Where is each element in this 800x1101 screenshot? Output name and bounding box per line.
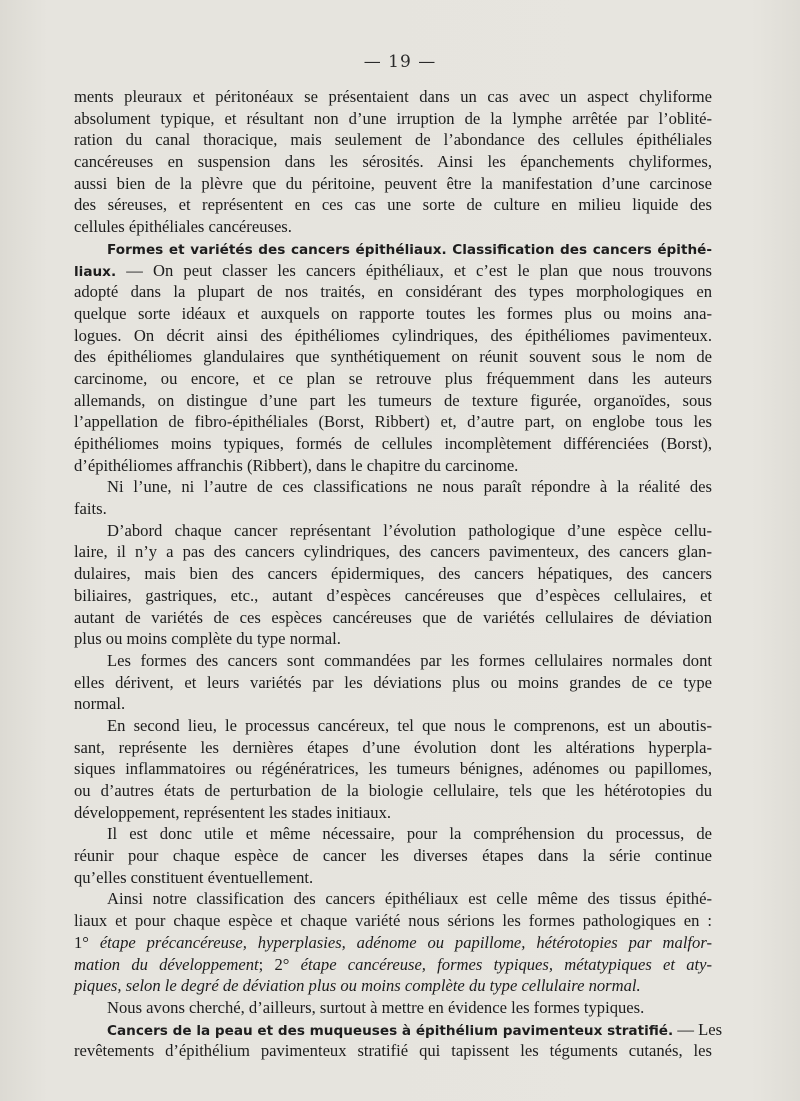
text-line [74,585,712,607]
line-text: ou d’autres états de perturbation de la biologie cellulaire, tels que les hétérotopies du [74,781,712,800]
italic-text: étape cancéreuse, formes typiques, métatypiques et aty- [300,954,713,974]
line-text: autant de variétés de ces espèces cancéreuses que de variétés cellulaires de déviation [74,607,712,627]
text-line [74,628,712,650]
text-line [74,368,712,390]
text-line [74,281,712,303]
text-line [74,411,712,433]
text-line [74,476,712,498]
line-text: biliaires, gastriques, etc., autant d’espèces cancéreuses que d’espèces cellulaires, et [74,585,712,605]
section-heading: Cancers de la peau et des muqueuses à épithélium pavimenteux stratifié. [107,1022,674,1039]
text-line [74,802,712,824]
line-text: d’épithéliomes affranchis (Ribbert), dans le chapitre du carcinome. [74,455,519,475]
text-line [74,455,712,477]
line-text: carcinome, ou encore, et ce plan se retrouve plus fréquemment dans les auteurs [74,368,712,388]
line-text: logues. On décrit ainsi des épithéliomes cylindriques, des épithéliomes pavimenteux. [74,325,712,345]
line-text: ration du canal thoracique, mais seulement de l’abondance des cellules épithéliales [74,130,712,150]
line-text: faits. [74,499,107,519]
text-line [74,867,712,889]
text-line [74,715,712,737]
line-text: l’appellation de fibro-épithéliales (Borst, Ribbert) et, d’autre part, on englobe tous les [74,412,712,432]
italic-text: mation du développement [74,954,259,974]
line-text: allemands, on distingue d’une part les tumeurs de texture figurée, organoïdes, sous [74,390,712,410]
text-line [74,498,712,520]
body-text [74,86,723,1062]
line-text: En second lieu, le processus cancéreux, tel que nous le comprenons, est un aboutis- [107,715,712,735]
text-line [74,563,712,585]
line-text: D’abord chaque cancer représentant l’évolution pathologique d’une espèce cellu- [107,520,712,540]
line-text: siques inflammatoires ou régénératrices, les tumeurs bénignes, adénomes ou papillomes, [74,759,712,779]
line-text: cancéreuses en suspension dans les sérosités. Ainsi les épanchements chyliformes, [74,152,712,172]
line-text: Nous avons cherché, d’ailleurs, surtout à mettre en évidence les formes typiques. [107,997,645,1017]
line-text: revêtements d’épithélium pavimenteux stratifié qui tapissent les téguments cutanés, les [74,1041,712,1061]
line-text: ments pleuraux et péritonéaux se présentaient dans un cas avec un aspect chyliforme [74,87,712,106]
text-line [74,823,712,845]
text-line [74,954,712,976]
line-text: — On peut classer les cancers épithéliaux, et c’est le plan que nous trouvons [116,260,712,280]
text-line [74,216,712,238]
text-line [74,910,712,932]
line-text: cellules épithéliales cancéreuses. [74,217,292,237]
italic-text: piques, selon le degré de déviation plus ou moins complète du type cellulaire normal. [74,976,641,996]
line-text: développement, représentent les stades initiaux. [74,802,392,822]
line-text: laire, il n’y a pas des cancers cylindriques, des cancers pavimenteux, des cancers glan- [74,542,712,562]
line-text: — Les [673,1019,723,1039]
text-line [74,390,712,412]
text-line [74,520,712,542]
text-line [74,758,712,780]
italic-text: étape précancéreuse, hyperplasies, adénome ou papillome, hétérotopies par malfor- [99,932,712,952]
line-text: liaux et pour chaque espèce et chaque variété nous sérions les formes pathologiques en : [74,911,712,931]
line-text: qu’elles constituent éventuellement. [74,867,314,887]
text-line [74,1040,712,1062]
text-line [74,607,712,629]
line-text: quelque sorte idéaux et auxquels on rapporte toutes les formes plus ou moins ana- [74,303,712,323]
text-line [74,541,712,563]
line-text: aussi bien de la plèvre que du péritoine, peuvent être la manifestation d’une carcinose [74,173,712,193]
text-line [74,325,712,347]
text-line [74,845,712,867]
section-heading: Formes et variétés des cancers épithéliaux. Classification des cancers épithé- [107,241,712,258]
text-line [74,888,712,910]
line-text: sant, représente les dernières étapes d’une évolution dont les altérations hyperpla- [74,737,712,757]
line-text: Ni l’une, ni l’autre de ces classifications ne nous paraît répondre à la réalité des [107,477,712,497]
text-line [74,238,712,260]
text-line [74,672,712,694]
text-line [74,86,712,108]
text-line [74,780,712,802]
line-text: normal. [74,694,126,714]
line-text: plus ou moins complète du type normal. [74,629,341,649]
text-line [74,173,712,195]
line-text: des séreuses, et représentent en ces cas une sorte de culture en milieu liquide des [74,195,712,215]
text-line [74,975,712,997]
text-line [74,260,712,282]
line-text: Il est donc utile et même nécessaire, pour la compréhension du processus, de [107,824,712,844]
line-text: elles dérivent, et leurs variétés par les déviations plus ou moins grandes de ce type [74,672,712,692]
line-text: absolument typique, et résultant non d’une irruption de la lymphe arrêtée par l’oblité- [74,108,712,128]
line-text: 1° [74,932,100,952]
text-line [74,737,712,759]
line-text: épithéliomes moins typiques, formés de cellules incomplètement différenciées (Borst), [74,434,712,453]
line-text: Les formes des cancers sont commandées par les formes cellulaires normales dont [107,650,712,670]
text-line [74,303,712,325]
text-line [74,693,712,715]
line-text: dulaires, mais bien des cancers épidermiques, des cancers hépatiques, des cancers [74,564,712,584]
text-line [74,433,712,455]
page-number: — 19 — [363,52,437,72]
text-line [74,346,712,368]
line-text: des épithéliomes glandulaires que synthétiquement on réunit souvent sous le nom de [74,347,712,367]
text-line [74,151,712,173]
text-line [74,932,712,954]
text-line [74,129,712,151]
line-text: Ainsi notre classification des cancers épithéliaux est celle même des tissus épithé- [107,889,712,909]
text-line [74,194,712,216]
text-line [74,997,712,1019]
line-text: adopté dans la plupart de nos traités, en considérant des types morphologiques en [74,282,712,302]
text-line [74,650,712,672]
line-text: réunir pour chaque espèce de cancer les diverses étapes dans la série continue [74,846,712,866]
section-heading: liaux. [74,263,117,280]
line-text: ; 2° [258,954,301,974]
text-line [74,1019,723,1041]
text-line [74,108,712,130]
